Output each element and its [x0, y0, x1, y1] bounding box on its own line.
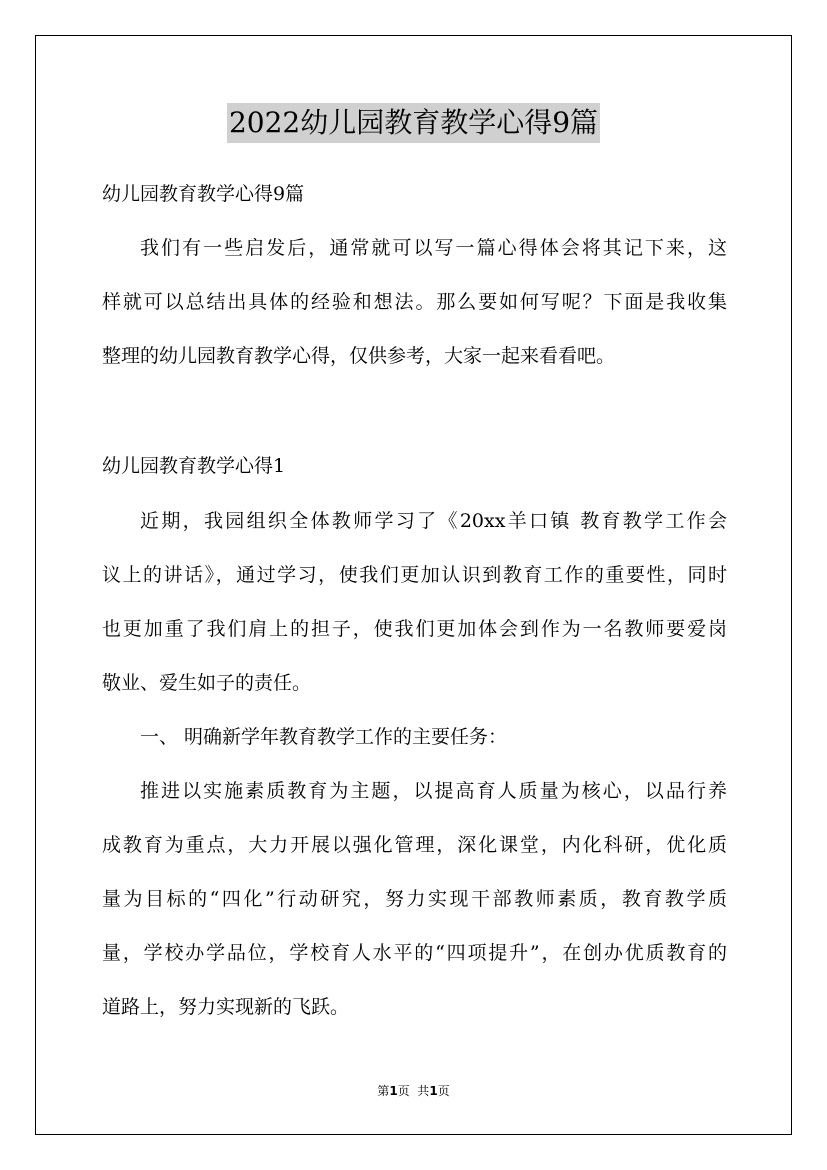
title-wrap	[0, 103, 827, 143]
paragraph-line: 整理的幼儿园教育教学心得，仅供参考，大家一起来看看吧。	[102, 345, 616, 367]
footer-total-suffix: 页	[437, 1084, 450, 1098]
paragraph-line: 成教育为重点，大力开展以强化管理，深化课堂，内化科研，优化质	[102, 834, 727, 856]
paragraph-line: 我们有一些启发后，通常就可以写一篇心得体会将其记下来，这	[140, 237, 727, 259]
list-heading: 一、 明确新学年教育教学工作的主要任务：	[140, 726, 508, 748]
subtitle: 幼儿园教育教学心得9篇	[102, 183, 305, 205]
footer-page-prefix: 第	[377, 1084, 390, 1098]
paragraph-line: 道路上，努力实现新的飞跃。	[102, 996, 350, 1018]
paragraph-line: 近期，我园组织全体教师学习了《20xx羊口镇 教育教学工作会	[140, 510, 727, 532]
footer-page-number: 1	[389, 1084, 398, 1098]
paragraph-line: 量为目标的“四化”行动研究，努力实现干部教师素质，教育教学质	[102, 888, 727, 910]
paragraph-line: 也更加重了我们肩上的担子，使我们更加体会到作为一名教师要爱岗	[102, 618, 727, 640]
document-title: 2022幼儿园教育教学心得9篇	[227, 103, 600, 143]
footer-page-suffix: 页 共	[397, 1084, 430, 1098]
paragraph-line: 量，学校办学品位，学校育人水平的“四项提升”，在创办优质教育的	[102, 942, 727, 964]
page-footer	[0, 1083, 827, 1099]
paragraph-line: 推进以实施素质教育为主题，以提高育人质量为核心，以品行养	[140, 780, 727, 802]
paragraph-line: 样就可以总结出具体的经验和想法。那么要如何写呢？下面是我收集	[102, 291, 727, 313]
section-heading: 幼儿园教育教学心得1	[102, 455, 286, 477]
footer-total-number: 1	[429, 1084, 438, 1098]
paragraph-line: 议上的讲话》，通过学习，使我们更加认识到教育工作的重要性，同时	[102, 564, 727, 586]
paragraph-line: 敬业、爱生如子的责任。	[102, 672, 312, 694]
